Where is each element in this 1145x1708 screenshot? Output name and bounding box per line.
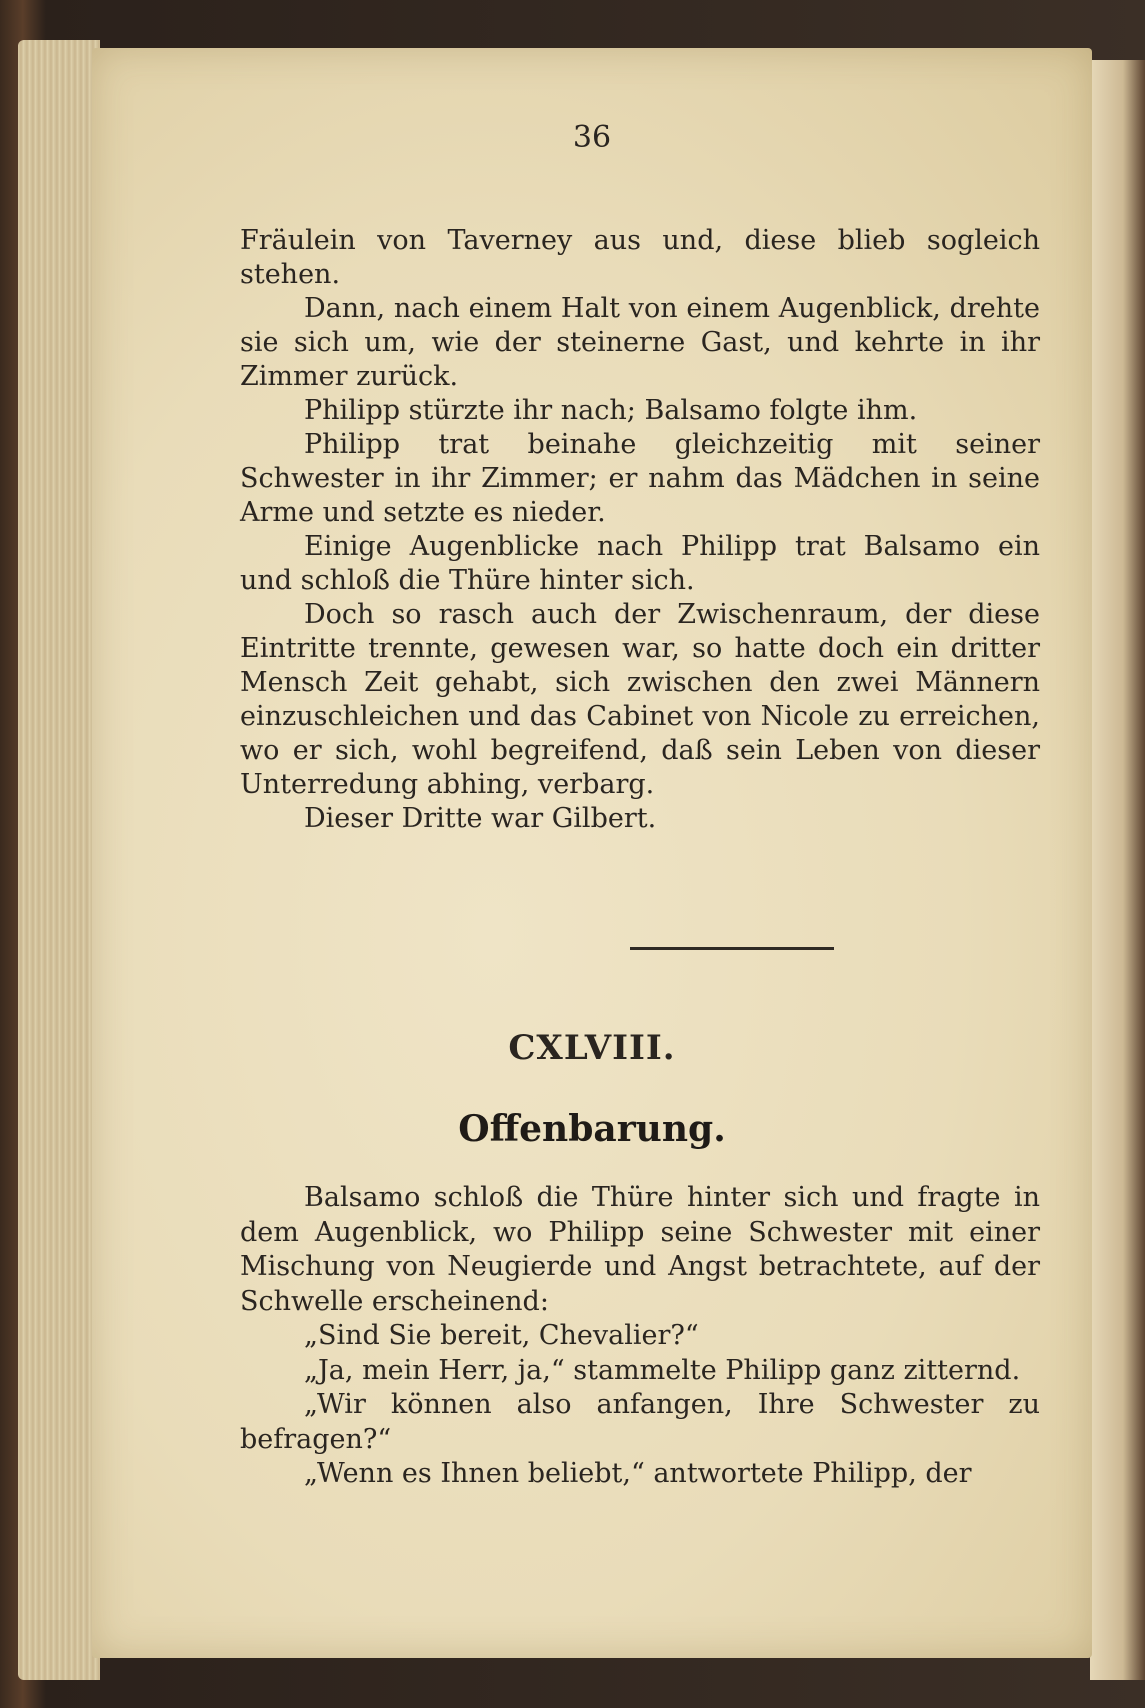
text-block-bottom <box>240 1181 1040 1492</box>
page-number: 36 <box>572 120 612 155</box>
paragraph: Dann, nach einem Halt von einem Augenblick, drehte sie sich um, wie der steinerne Gast, und kehrte in ihr Zimmer zurück. <box>240 293 1040 392</box>
paragraph: Balsamo schloß die Thüre hinter sich und fragte in dem Augenblick, wo Philipp seine Schwester mit einer Mischung von Neugierde und Angst betrachtete, auf der Schwelle erscheinend: <box>240 1182 1040 1317</box>
section-divider <box>630 947 834 950</box>
chapter-number: CXLVIII. <box>508 1028 676 1068</box>
book-page <box>92 48 1092 1658</box>
paragraph: „Wir können also anfangen, Ihre Schwester zu befragen?“ <box>240 1389 1040 1455</box>
page-edges-left <box>18 40 100 1680</box>
paragraph: Einige Augenblicke nach Philipp trat Balsamo ein und schloß die Thüre hinter sich. <box>240 531 1040 596</box>
paragraph: „Wenn es Ihnen beliebt,“ antwortete Philipp, der <box>304 1458 972 1489</box>
paragraph: Doch so rasch auch der Zwischenraum, der diese Eintritte trennte, gewesen war, so hatte doch ein dritter Mensch Zeit gehabt, sich zwischen den zwei Männern einzuschleichen und das Cabinet von Nicole zu erreichen, wo er sich, wohl begreifend, daß sein Leben von dieser Unterredung abhing, verbarg. <box>240 599 1040 800</box>
paragraph: Philipp stürzte ihr nach; Balsamo folgte ihm. <box>304 395 918 426</box>
chapter-title: Offenbarung. <box>458 1108 726 1150</box>
paragraph: Dieser Dritte war Gilbert. <box>304 803 657 834</box>
text-block-top <box>240 224 1040 836</box>
paragraph: „Sind Sie bereit, Chevalier?“ <box>304 1320 699 1351</box>
page-edges-right <box>1090 60 1145 1680</box>
paragraph: „Ja, mein Herr, ja,“ stammelte Philipp ganz zitternd. <box>304 1354 1021 1386</box>
paragraph: Philipp trat beinahe gleichzeitig mit seiner Schwester in ihr Zimmer; er nahm das Mädchen in seine Arme und setzte es nieder. <box>240 429 1040 528</box>
paragraph: Fräulein von Taverney aus und, diese blieb sogleich stehen. <box>240 225 1040 290</box>
